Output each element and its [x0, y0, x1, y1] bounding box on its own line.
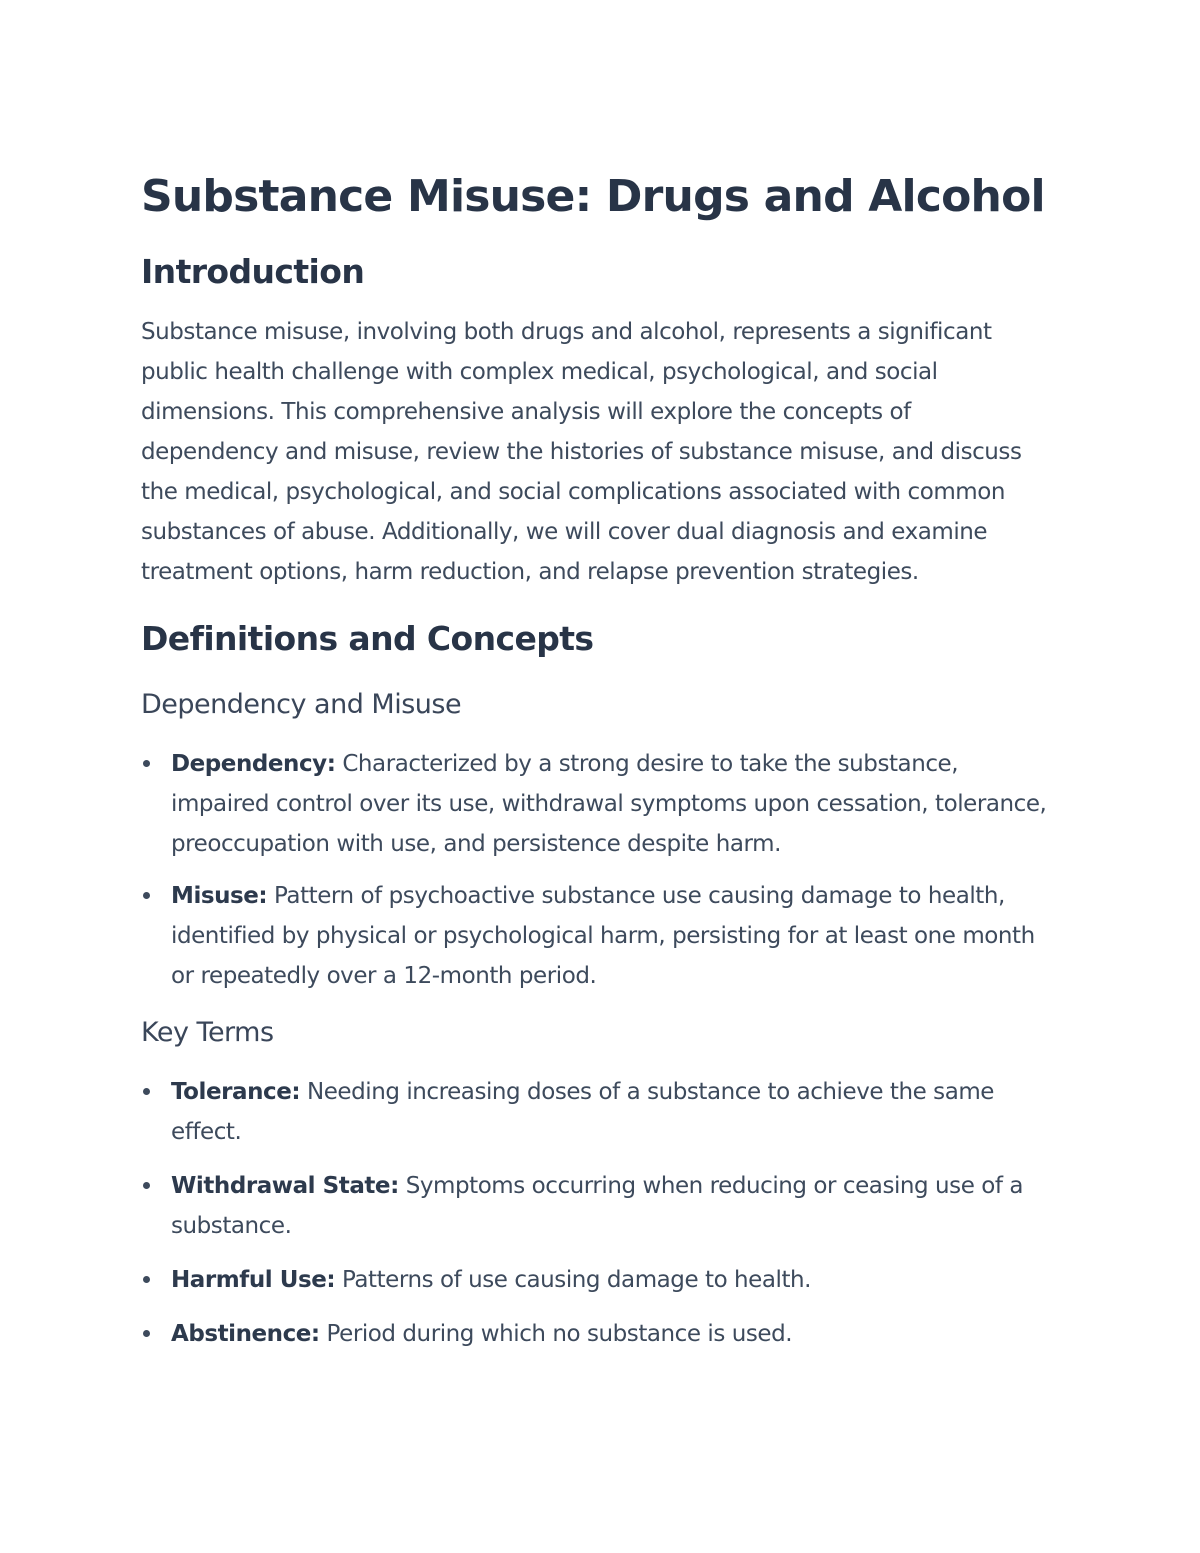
bullet-icon [143, 1330, 150, 1337]
introduction-paragraph: Substance misuse, involving both drugs and alcohol, represents a significant public health challenge with complex medical, psychological, and social dimensions. This comprehensive analysis will explore the concepts of dependency and misuse, review the histories of substance misuse, and discuss the medical, psychological, and social complications associated with common substances of abuse. Additionally, we will cover dual diagnosis and examine treatment options, harm reduction, and relapse prevention strategies. [141, 319, 1022, 585]
list-item [141, 1260, 1051, 1300]
bullet-icon [143, 760, 150, 767]
term-label: Harmful Use: [171, 1267, 336, 1293]
list-item [141, 1166, 1051, 1246]
bullet-icon [143, 1088, 150, 1095]
list-item [141, 876, 1051, 996]
definitions-heading: Definitions and Concepts [141, 619, 594, 658]
dependency-misuse-list [141, 744, 1051, 996]
term-label: Tolerance: [171, 1079, 301, 1105]
list-item [141, 1072, 1051, 1152]
term-label: Dependency: [171, 751, 336, 777]
key-terms-heading: Key Terms [141, 1017, 274, 1048]
key-terms-list [141, 1072, 1051, 1354]
term-label: Abstinence: [171, 1321, 320, 1347]
term-label: Misuse: [171, 883, 268, 909]
term-definition: Pattern of psychoactive substance use causing damage to health, identified by physical or psychological harm, persisting for at least one month or repeatedly over a 12-month period. [171, 883, 1035, 989]
list-item [141, 744, 1051, 864]
document-title: Substance Misuse: Drugs and Alcohol [141, 171, 1045, 222]
document-page [141, 162, 1051, 1354]
term-definition: Patterns of use causing damage to health. [335, 1267, 812, 1293]
bullet-icon [143, 1182, 150, 1189]
bullet-icon [143, 892, 150, 899]
term-definition: Characterized by a strong desire to take the substance, impaired control over its use, withdrawal symptoms upon cessation, tolerance, preoccupation with use, and persistence despite harm. [171, 751, 1047, 857]
term-label: Withdrawal State: [171, 1173, 399, 1199]
term-definition: Needing increasing doses of a substance to achieve the same effect. [171, 1079, 995, 1145]
dependency-misuse-heading: Dependency and Misuse [141, 689, 462, 720]
bullet-icon [143, 1276, 150, 1283]
term-definition: Symptoms occurring when reducing or ceasing use of a substance. [171, 1173, 1024, 1239]
list-item [141, 1314, 1051, 1354]
introduction-heading: Introduction [141, 252, 365, 291]
term-definition: Period during which no substance is used. [319, 1321, 793, 1347]
